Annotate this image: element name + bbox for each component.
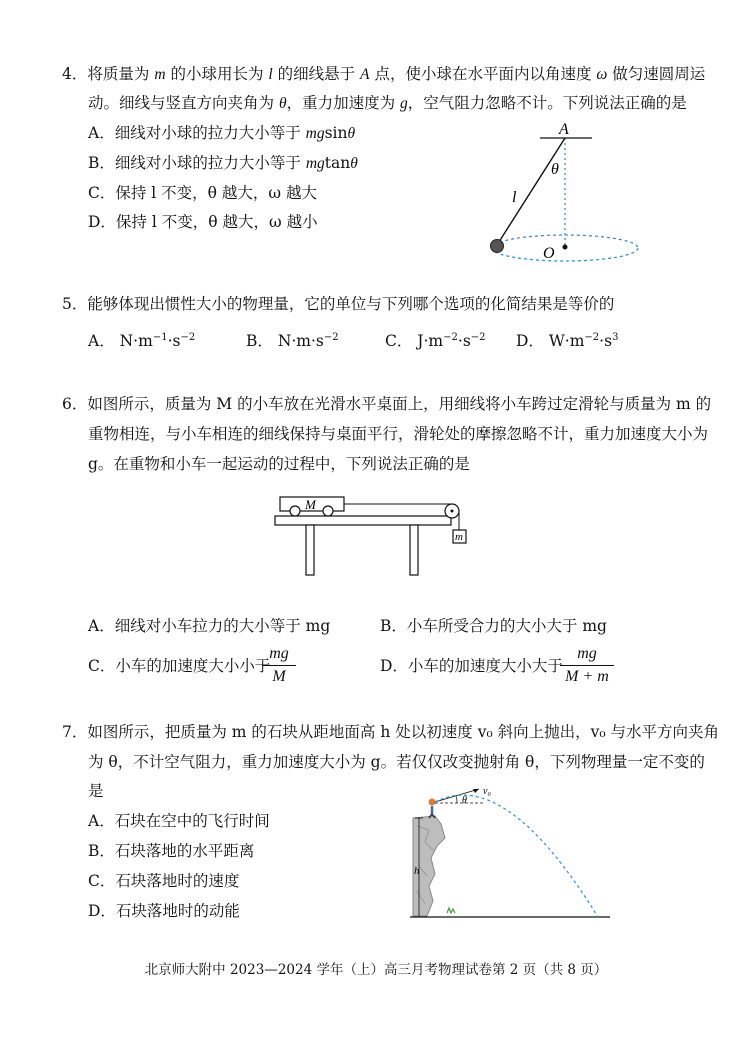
label-A: A [559,121,569,138]
fraction-denominator: M + m [565,668,609,685]
q6-option-d-fraction [560,645,614,686]
table-leg-right [410,525,418,575]
table-leg-left [306,525,314,575]
q5-option-a: A． $N\cdot m^{-1}\cdot s^{-2}$ [88,332,196,351]
q6-cart-pulley-figure [270,490,480,580]
angle-arc [456,796,457,803]
cart-wheel-left [290,506,300,516]
grass [447,908,455,913]
velocity-arrowhead [473,789,479,793]
fraction-numerator: mg [269,645,289,662]
label-theta: θ [551,161,559,178]
q6-line-3: g。在重物和小车一起运动的过程中，下列说法正确的是 [88,455,470,473]
label-O: O [543,245,555,262]
cart-wheel-right [323,506,333,516]
center-dot [563,245,568,250]
q7-option-b: B．石块落地的水平距离 [88,842,255,860]
q4-option-c: C．保持 l 不变，θ 越大，ω 越大 [88,184,317,202]
q5-option-c: C． $J\cdot m^{-2}\cdot s^{-2}$ [385,332,486,351]
page-footer: 北京师大附中 2023—2024 学年（上）高三月考物理试卷第 2 页（共 8 页） [144,962,608,978]
fraction-bar [560,665,614,666]
q4-line-2: 动。细线与竖直方向夹角为 θ，重力加速度为 g，空气阻力忽略不计。下列说法正确的是 [88,94,687,112]
q4-line-1: 4．将质量为 m 的小球用长为 l 的细线悬于 A 点，使小球在水平面内以角速度 ω 做匀速圆周运 [62,65,706,83]
string [497,138,565,245]
label-m: m [455,531,463,543]
q5-option-d: D． $W\cdot m^{-2}\cdot s^3$ [516,332,619,351]
label-theta: θ [462,795,467,806]
fraction-numerator: mg [577,645,597,662]
label-v0: v₀ [483,786,491,797]
q5-option-b: B． $N\cdot m\cdot s^{-2}$ [246,332,339,351]
fraction-denominator: M [272,668,286,685]
q7-line-1: 7．如图所示，把质量为 m 的石块从距地面高 h 处以初速度 v₀ 斜向上抛出，v₀ 与水平方向夹角 [62,723,719,741]
q6-option-b: B．小车所受合力的大小大于 mg [380,617,607,635]
q7-number: 7． [62,723,88,741]
q6-option-c: C．小车的加速度大小小于 [88,657,271,675]
q7-line-3: 是 [88,782,104,800]
q6-number: 6． [62,395,88,413]
q6-option-a: A．细线对小车拉力的大小等于 mg [88,617,331,635]
q7-option-d: D．石块落地时的动能 [88,902,240,920]
q6-line-1: 6．如图所示，质量为 M 的小车放在光滑水平桌面上，用细线将小车跨过定滑轮与质量为 m 的 [62,395,712,413]
q6-option-d: D．小车的加速度大小大于 [380,657,563,675]
q4-number: 4． [62,65,88,83]
q5-number: 5． [62,295,88,313]
ball [491,240,504,253]
q4-option-a: A．细线对小球的拉力大小等于 mgsinθ [88,124,356,142]
q7-line-2: 为 θ，不计空气阻力，重力加速度大小为 g。若仅仅改变抛射角 θ，下列物理量一定不变的 [88,753,705,771]
q7-option-a: A．石块在空中的飞行时间 [88,812,270,830]
label-M: M [305,497,316,512]
q6-option-c-fraction [262,645,296,686]
table-top [275,516,451,525]
q7-projectile-figure [405,786,615,921]
q6-line-2: 重物相连，与小车相连的细线保持与桌面平行，滑轮处的摩擦忽略不计，重力加速度大小为 [88,425,709,443]
q4-option-d: D．保持 l 不变，θ 越大，ω 越小 [88,213,318,231]
q7-option-c: C．石块落地时的速度 [88,872,240,890]
fraction-bar [262,665,296,666]
q4-option-b: B．细线对小球的拉力大小等于 mgtanθ [88,154,358,172]
label-l: l [512,189,517,206]
pulley-axle [451,510,454,513]
q5-stem: 5．能够体现出惯性大小的物理量，它的单位与下列哪个选项的化简结果是等价的 [62,295,615,313]
q4-conical-pendulum-figure [480,118,640,268]
trajectory [435,795,598,917]
label-h: h [414,865,420,877]
person-head [429,799,436,806]
